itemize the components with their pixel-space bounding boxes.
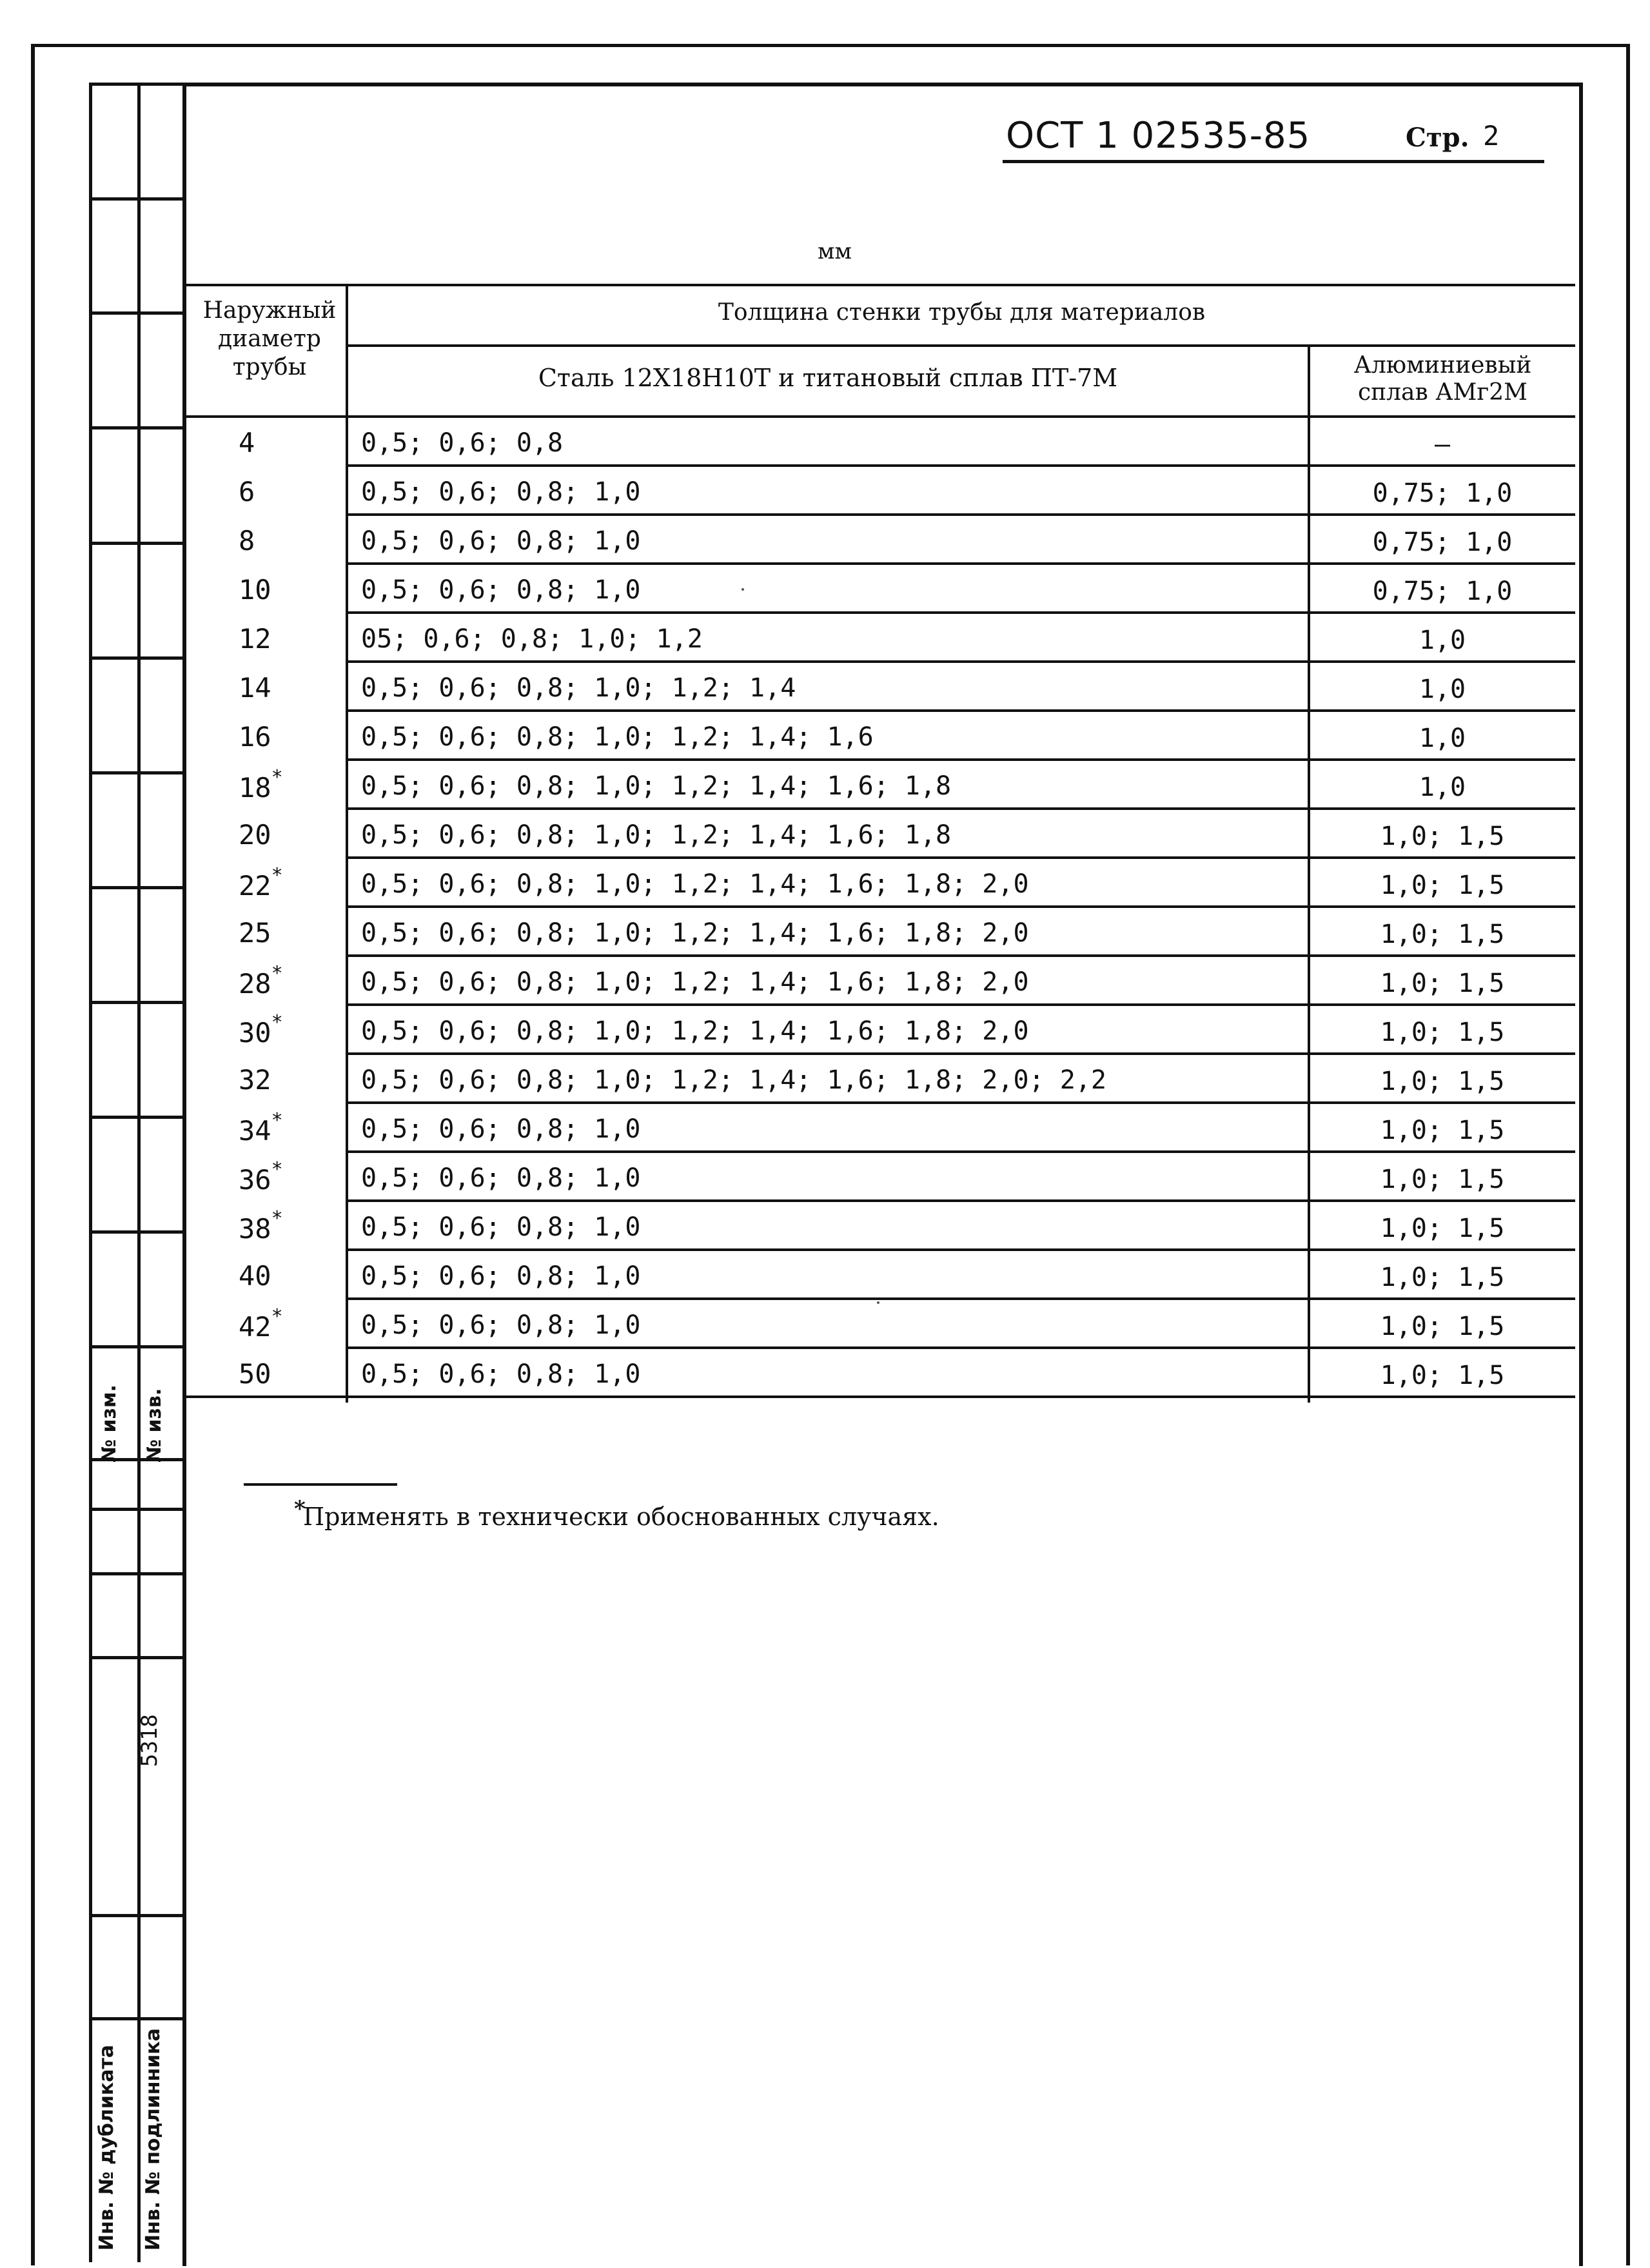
table-header-bottom-rule bbox=[186, 415, 1575, 418]
aluminium-thickness-cell: 1,0; 1,5 bbox=[1380, 1214, 1505, 1243]
header-aluminium-line-2: сплав АМг2М bbox=[1358, 379, 1527, 406]
strip-rule bbox=[89, 542, 182, 545]
steel-thickness-cell: 0,5; 0,6; 0,8; 1,0; 1,2; 1,4; 1,6; 1,8; 2,0 bbox=[361, 1016, 1029, 1046]
strip-left-edge bbox=[89, 83, 92, 2262]
strip-rule bbox=[89, 1508, 182, 1511]
table-col-divider-1 bbox=[346, 284, 348, 1403]
table-top-rule bbox=[186, 284, 1575, 286]
strip-rule bbox=[89, 1116, 182, 1119]
diameter-value: 34 bbox=[239, 1115, 271, 1147]
footnote bbox=[294, 1496, 939, 1531]
header-wall-thickness: Толщина стенки трубы для материалов bbox=[718, 299, 1206, 326]
steel-thickness-cell: 0,5; 0,6; 0,8; 1,0 bbox=[361, 1212, 641, 1242]
footnote-mark: * bbox=[294, 1496, 306, 1522]
diameter-cell bbox=[239, 476, 255, 508]
strip-rule bbox=[89, 1001, 182, 1004]
row-rule bbox=[346, 709, 1575, 712]
scan-speck bbox=[742, 588, 744, 591]
aluminium-thickness-cell: 1,0; 1,5 bbox=[1380, 1312, 1505, 1341]
footnote-ref-mark: * bbox=[271, 766, 283, 789]
strip-rule bbox=[89, 2017, 182, 2020]
table-subheader-rule bbox=[348, 344, 1575, 347]
row-rule bbox=[346, 1101, 1575, 1104]
aluminium-thickness-cell: 1,0; 1,5 bbox=[1380, 969, 1505, 998]
diameter-cell bbox=[239, 962, 283, 1000]
margin-label-izm: № изм. bbox=[98, 1385, 121, 1463]
scan-speck bbox=[877, 1301, 879, 1304]
strip-rule bbox=[89, 1914, 182, 1917]
strip-divider bbox=[137, 83, 141, 2262]
steel-thickness-cell: 0,5; 0,6; 0,8; 1,0; 1,2; 1,4; 1,6 bbox=[361, 722, 874, 752]
aluminium-thickness-cell: 1,0 bbox=[1419, 626, 1466, 655]
steel-thickness-cell: 0,5; 0,6; 0,8; 1,0 bbox=[361, 477, 641, 507]
title-underline bbox=[1003, 160, 1544, 163]
diameter-cell bbox=[239, 1358, 271, 1390]
document-code: ОСТ 1 02535-85 bbox=[1006, 115, 1311, 157]
footnote-ref-mark: * bbox=[271, 1305, 283, 1328]
diameter-value: 12 bbox=[239, 623, 271, 655]
steel-thickness-cell: 0,5; 0,6; 0,8; 1,0; 1,2; 1,4; 1,6; 1,8 bbox=[361, 771, 952, 801]
row-rule bbox=[346, 1003, 1575, 1006]
row-rule bbox=[346, 513, 1575, 516]
aluminium-thickness-cell: 1,0; 1,5 bbox=[1380, 871, 1505, 900]
row-rule bbox=[346, 1150, 1575, 1153]
diameter-value: 18 bbox=[239, 772, 271, 804]
aluminium-thickness-cell: 0,75; 1,0 bbox=[1372, 528, 1513, 557]
diameter-value: 6 bbox=[239, 476, 255, 508]
diameter-value: 16 bbox=[239, 721, 271, 753]
aluminium-thickness-cell: 1,0; 1,5 bbox=[1380, 1165, 1505, 1194]
diameter-cell bbox=[239, 1260, 271, 1292]
strip-rule bbox=[89, 886, 182, 889]
header-diameter-line-3: трубы bbox=[232, 354, 307, 380]
diameter-value: 28 bbox=[239, 968, 271, 1000]
steel-thickness-cell: 0,5; 0,6; 0,8; 1,0; 1,2; 1,4; 1,6; 1,8; 2,0; 2,2 bbox=[361, 1065, 1106, 1095]
diameter-value: 32 bbox=[239, 1064, 271, 1096]
strip-rule bbox=[89, 656, 182, 660]
strip-rule bbox=[89, 83, 182, 86]
row-rule bbox=[346, 1199, 1575, 1202]
diameter-cell bbox=[239, 864, 283, 902]
aluminium-thickness-cell: 1,0; 1,5 bbox=[1380, 1361, 1505, 1390]
steel-thickness-cell: 0,5; 0,6; 0,8; 1,0 bbox=[361, 1261, 641, 1291]
row-rule bbox=[346, 807, 1575, 810]
margin-label-inv-podl: Инв. № подлинника bbox=[142, 2028, 164, 2251]
diameter-value: 30 bbox=[239, 1017, 271, 1049]
aluminium-thickness-cell: 1,0; 1,5 bbox=[1380, 920, 1505, 949]
diameter-cell bbox=[239, 1305, 283, 1343]
diameter-value: 42 bbox=[239, 1311, 271, 1343]
diameter-cell bbox=[239, 672, 271, 704]
row-rule bbox=[186, 1395, 1575, 1398]
row-rule bbox=[346, 905, 1575, 908]
diameter-value: 4 bbox=[239, 427, 255, 459]
header-diameter-line-1: Наружный bbox=[202, 297, 337, 324]
aluminium-thickness-cell: 0,75; 1,0 bbox=[1372, 577, 1513, 606]
diameter-value: 40 bbox=[239, 1260, 271, 1292]
footnote-ref-mark: * bbox=[271, 864, 283, 887]
steel-thickness-cell: 0,5; 0,6; 0,8; 1,0 bbox=[361, 1114, 641, 1144]
diameter-value: 8 bbox=[239, 525, 255, 557]
diameter-value: 38 bbox=[239, 1213, 271, 1245]
strip-rule bbox=[89, 311, 182, 315]
row-rule bbox=[346, 856, 1575, 859]
header-aluminium-line-1: Алюминиевый bbox=[1353, 352, 1532, 379]
page-number: 2 bbox=[1483, 120, 1500, 152]
aluminium-thickness-cell: 1,0; 1,5 bbox=[1380, 822, 1505, 851]
header-diameter bbox=[193, 297, 346, 382]
steel-thickness-cell: 0,5; 0,6; 0,8; 1,0; 1,2; 1,4 bbox=[361, 673, 796, 703]
row-rule bbox=[346, 562, 1575, 565]
row-rule bbox=[346, 954, 1575, 957]
diameter-cell bbox=[239, 1109, 283, 1147]
diameter-value: 36 bbox=[239, 1164, 271, 1196]
row-rule bbox=[346, 1297, 1575, 1300]
header-aluminium bbox=[1310, 352, 1575, 406]
footnote-text: Применять в технически обоснованных случаях. bbox=[303, 1503, 939, 1531]
diameter-value: 20 bbox=[239, 819, 271, 851]
steel-thickness-cell: 0,5; 0,6; 0,8; 1,0 bbox=[361, 1310, 641, 1340]
footnote-ref-mark: * bbox=[271, 1207, 283, 1230]
aluminium-thickness-cell: 1,0; 1,5 bbox=[1380, 1067, 1505, 1096]
header-diameter-line-2: диаметр bbox=[218, 326, 321, 352]
aluminium-thickness-cell: 1,0 bbox=[1419, 724, 1466, 753]
diameter-cell bbox=[239, 1064, 271, 1096]
diameter-cell bbox=[239, 623, 271, 655]
diameter-cell bbox=[239, 721, 271, 753]
aluminium-thickness-cell: 1,0; 1,5 bbox=[1380, 1018, 1505, 1047]
diameter-cell bbox=[239, 1207, 283, 1245]
diameter-cell bbox=[239, 427, 255, 459]
diameter-cell bbox=[239, 766, 283, 804]
page-label: Стр. bbox=[1406, 123, 1469, 153]
diameter-value: 10 bbox=[239, 574, 271, 606]
strip-rule bbox=[89, 1345, 182, 1348]
diameter-cell bbox=[239, 525, 255, 557]
strip-rule bbox=[89, 197, 182, 201]
header-steel: Сталь 12Х18Н10Т и титановый сплав ПТ-7М bbox=[538, 364, 1118, 392]
aluminium-thickness-cell: 0,75; 1,0 bbox=[1372, 478, 1513, 508]
aluminium-thickness-cell: 1,0 bbox=[1419, 675, 1466, 704]
margin-label-inv-dub: Инв. № дубликата bbox=[95, 2044, 118, 2251]
diameter-cell bbox=[239, 574, 271, 606]
steel-thickness-cell: 0,5; 0,6; 0,8; 1,0; 1,2; 1,4; 1,6; 1,8; 2,0 bbox=[361, 918, 1029, 948]
strip-rule bbox=[89, 426, 182, 429]
row-rule bbox=[346, 464, 1575, 467]
footnote-ref-mark: * bbox=[271, 1109, 283, 1132]
margin-label-izv: № изв. bbox=[143, 1388, 166, 1463]
units-label: мм bbox=[818, 239, 852, 264]
margin-strip bbox=[89, 83, 182, 2262]
footnote-ref-mark: * bbox=[271, 1158, 283, 1181]
footnote-ref-mark: * bbox=[271, 1011, 283, 1034]
steel-thickness-cell: 05; 0,6; 0,8; 1,0; 1,2 bbox=[361, 624, 703, 654]
row-rule bbox=[346, 660, 1575, 663]
steel-thickness-cell: 0,5; 0,6; 0,8; 1,0 bbox=[361, 1163, 641, 1193]
row-rule bbox=[346, 758, 1575, 761]
steel-thickness-cell: 0,5; 0,6; 0,8 bbox=[361, 428, 564, 458]
inventory-number: 5318 bbox=[137, 1714, 162, 1767]
footnote-ref-mark: * bbox=[271, 962, 283, 985]
row-rule bbox=[346, 1052, 1575, 1055]
diameter-cell bbox=[239, 1011, 283, 1049]
diameter-value: 14 bbox=[239, 672, 271, 704]
steel-thickness-cell: 0,5; 0,6; 0,8; 1,0; 1,2; 1,4; 1,6; 1,8; 2,0 bbox=[361, 967, 1029, 997]
strip-rule bbox=[89, 1572, 182, 1575]
diameter-cell bbox=[239, 917, 271, 949]
row-rule bbox=[346, 611, 1575, 614]
aluminium-thickness-cell: 1,0; 1,5 bbox=[1380, 1263, 1505, 1292]
aluminium-thickness-cell: 1,0; 1,5 bbox=[1380, 1116, 1505, 1145]
diameter-cell bbox=[239, 819, 271, 851]
strip-rule bbox=[89, 771, 182, 774]
diameter-value: 25 bbox=[239, 917, 271, 949]
diameter-value: 50 bbox=[239, 1358, 271, 1390]
footnote-rule bbox=[244, 1483, 397, 1486]
strip-rule bbox=[89, 1230, 182, 1234]
steel-thickness-cell: 0,5; 0,6; 0,8; 1,0 bbox=[361, 1359, 641, 1389]
steel-thickness-cell: 0,5; 0,6; 0,8; 1,0 bbox=[361, 575, 641, 605]
steel-thickness-cell: 0,5; 0,6; 0,8; 1,0 bbox=[361, 526, 641, 556]
strip-rule bbox=[89, 1656, 182, 1659]
steel-thickness-cell: 0,5; 0,6; 0,8; 1,0; 1,2; 1,4; 1,6; 1,8 bbox=[361, 820, 952, 850]
diameter-cell bbox=[239, 1158, 283, 1196]
row-rule bbox=[346, 1346, 1575, 1349]
row-rule bbox=[346, 1248, 1575, 1251]
aluminium-thickness-cell: – bbox=[1434, 429, 1451, 459]
steel-thickness-cell: 0,5; 0,6; 0,8; 1,0; 1,2; 1,4; 1,6; 1,8; 2,0 bbox=[361, 869, 1029, 899]
diameter-value: 22 bbox=[239, 870, 271, 902]
aluminium-thickness-cell: 1,0 bbox=[1419, 773, 1466, 802]
